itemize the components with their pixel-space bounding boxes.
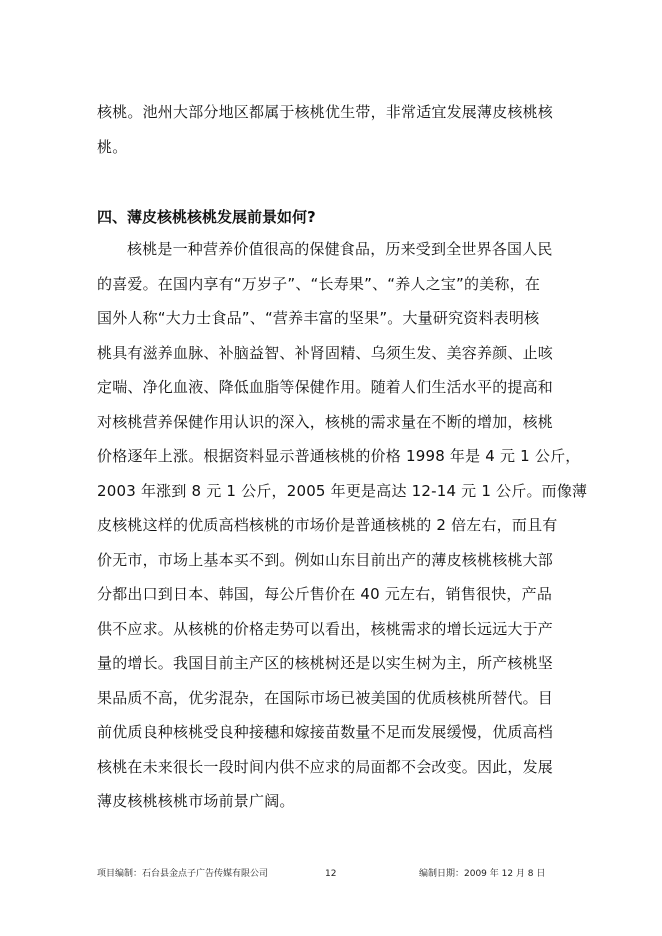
paragraph-line: 国外人称“大力士食品”、“营养丰富的坚果”。大量研究资料表明核 xyxy=(97,309,540,327)
paragraph-line: 桃具有滋养血脉、补脑益智、补肾固精、乌须生发、美容养颜、止咳 xyxy=(97,344,554,362)
paragraph-line: 的喜爱。在国内享有“万岁子”、“长寿果”、“养人之宝”的美称，在 xyxy=(97,275,541,293)
paragraph-line: 分都出口到日本、韩国，每公斤售价在 40 元左右，销售很快，产品 xyxy=(97,585,553,603)
paragraph-line: 薄皮核桃核桃市场前景广阔。 xyxy=(97,792,295,810)
page-footer xyxy=(97,866,567,882)
paragraph-line: 果品质不高，优劣混杂，在国际市场已被美国的优质核桃所替代。目 xyxy=(97,689,554,707)
paragraph-line: 核桃是一种营养价值很高的保健食品，历来受到全世界各国人民 xyxy=(127,240,553,258)
footer-date: 编制日期：2009 年 12 月 8 日 xyxy=(419,869,546,879)
paragraph-line: 对核桃营养保健作用认识的深入，核桃的需求量在不断的增加，核桃 xyxy=(97,413,554,431)
paragraph-line: 供不应求。从核桃的价格走势可以看出，核桃需求的增长远远大于产 xyxy=(97,620,554,638)
paragraph-line: 量的增长。我国目前主产区的核桃树还是以实生树为主，所产核桃坚 xyxy=(97,654,554,672)
paragraph-line: 价格逐年上涨。根据资料显示普通核桃的价格 1998 年是 4 元 1 公斤， xyxy=(97,447,581,465)
paragraph-line: 前优质良种核桃受良种接穗和嫁接苗数量不足而发展缓慢，优质高档 xyxy=(97,723,554,741)
paragraph-line: 桃。 xyxy=(97,138,128,156)
page-number: 12 xyxy=(325,869,337,879)
footer-company: 项目编制：石台县金点子广告传媒有限公司 xyxy=(97,869,269,879)
paragraph-line: 定喘、净化血液、降低血脂等保健作用。随着人们生活水平的提高和 xyxy=(97,378,554,396)
paragraph-line: 皮核桃这样的优质高档核桃的市场价是普通核桃的 2 倍左右，而且有 xyxy=(97,516,558,534)
paragraph-line: 核桃在未来很长一段时间内供不应求的局面都不会改变。因此，发展 xyxy=(97,758,554,776)
paragraph-line: 2003 年涨到 8 元 1 公斤，2005 年更是高达 12-14 元 1 公斤。而像薄 xyxy=(97,482,588,500)
paragraph-line: 核桃。池州大部分地区都属于核桃优生带，非常适宜发展薄皮核桃核 xyxy=(97,103,554,121)
paragraph-line: 价无市，市场上基本买不到。例如山东目前出产的薄皮核桃核桃大部 xyxy=(97,551,554,569)
section-heading: 四、薄皮核桃核桃发展前景如何? xyxy=(97,208,316,226)
